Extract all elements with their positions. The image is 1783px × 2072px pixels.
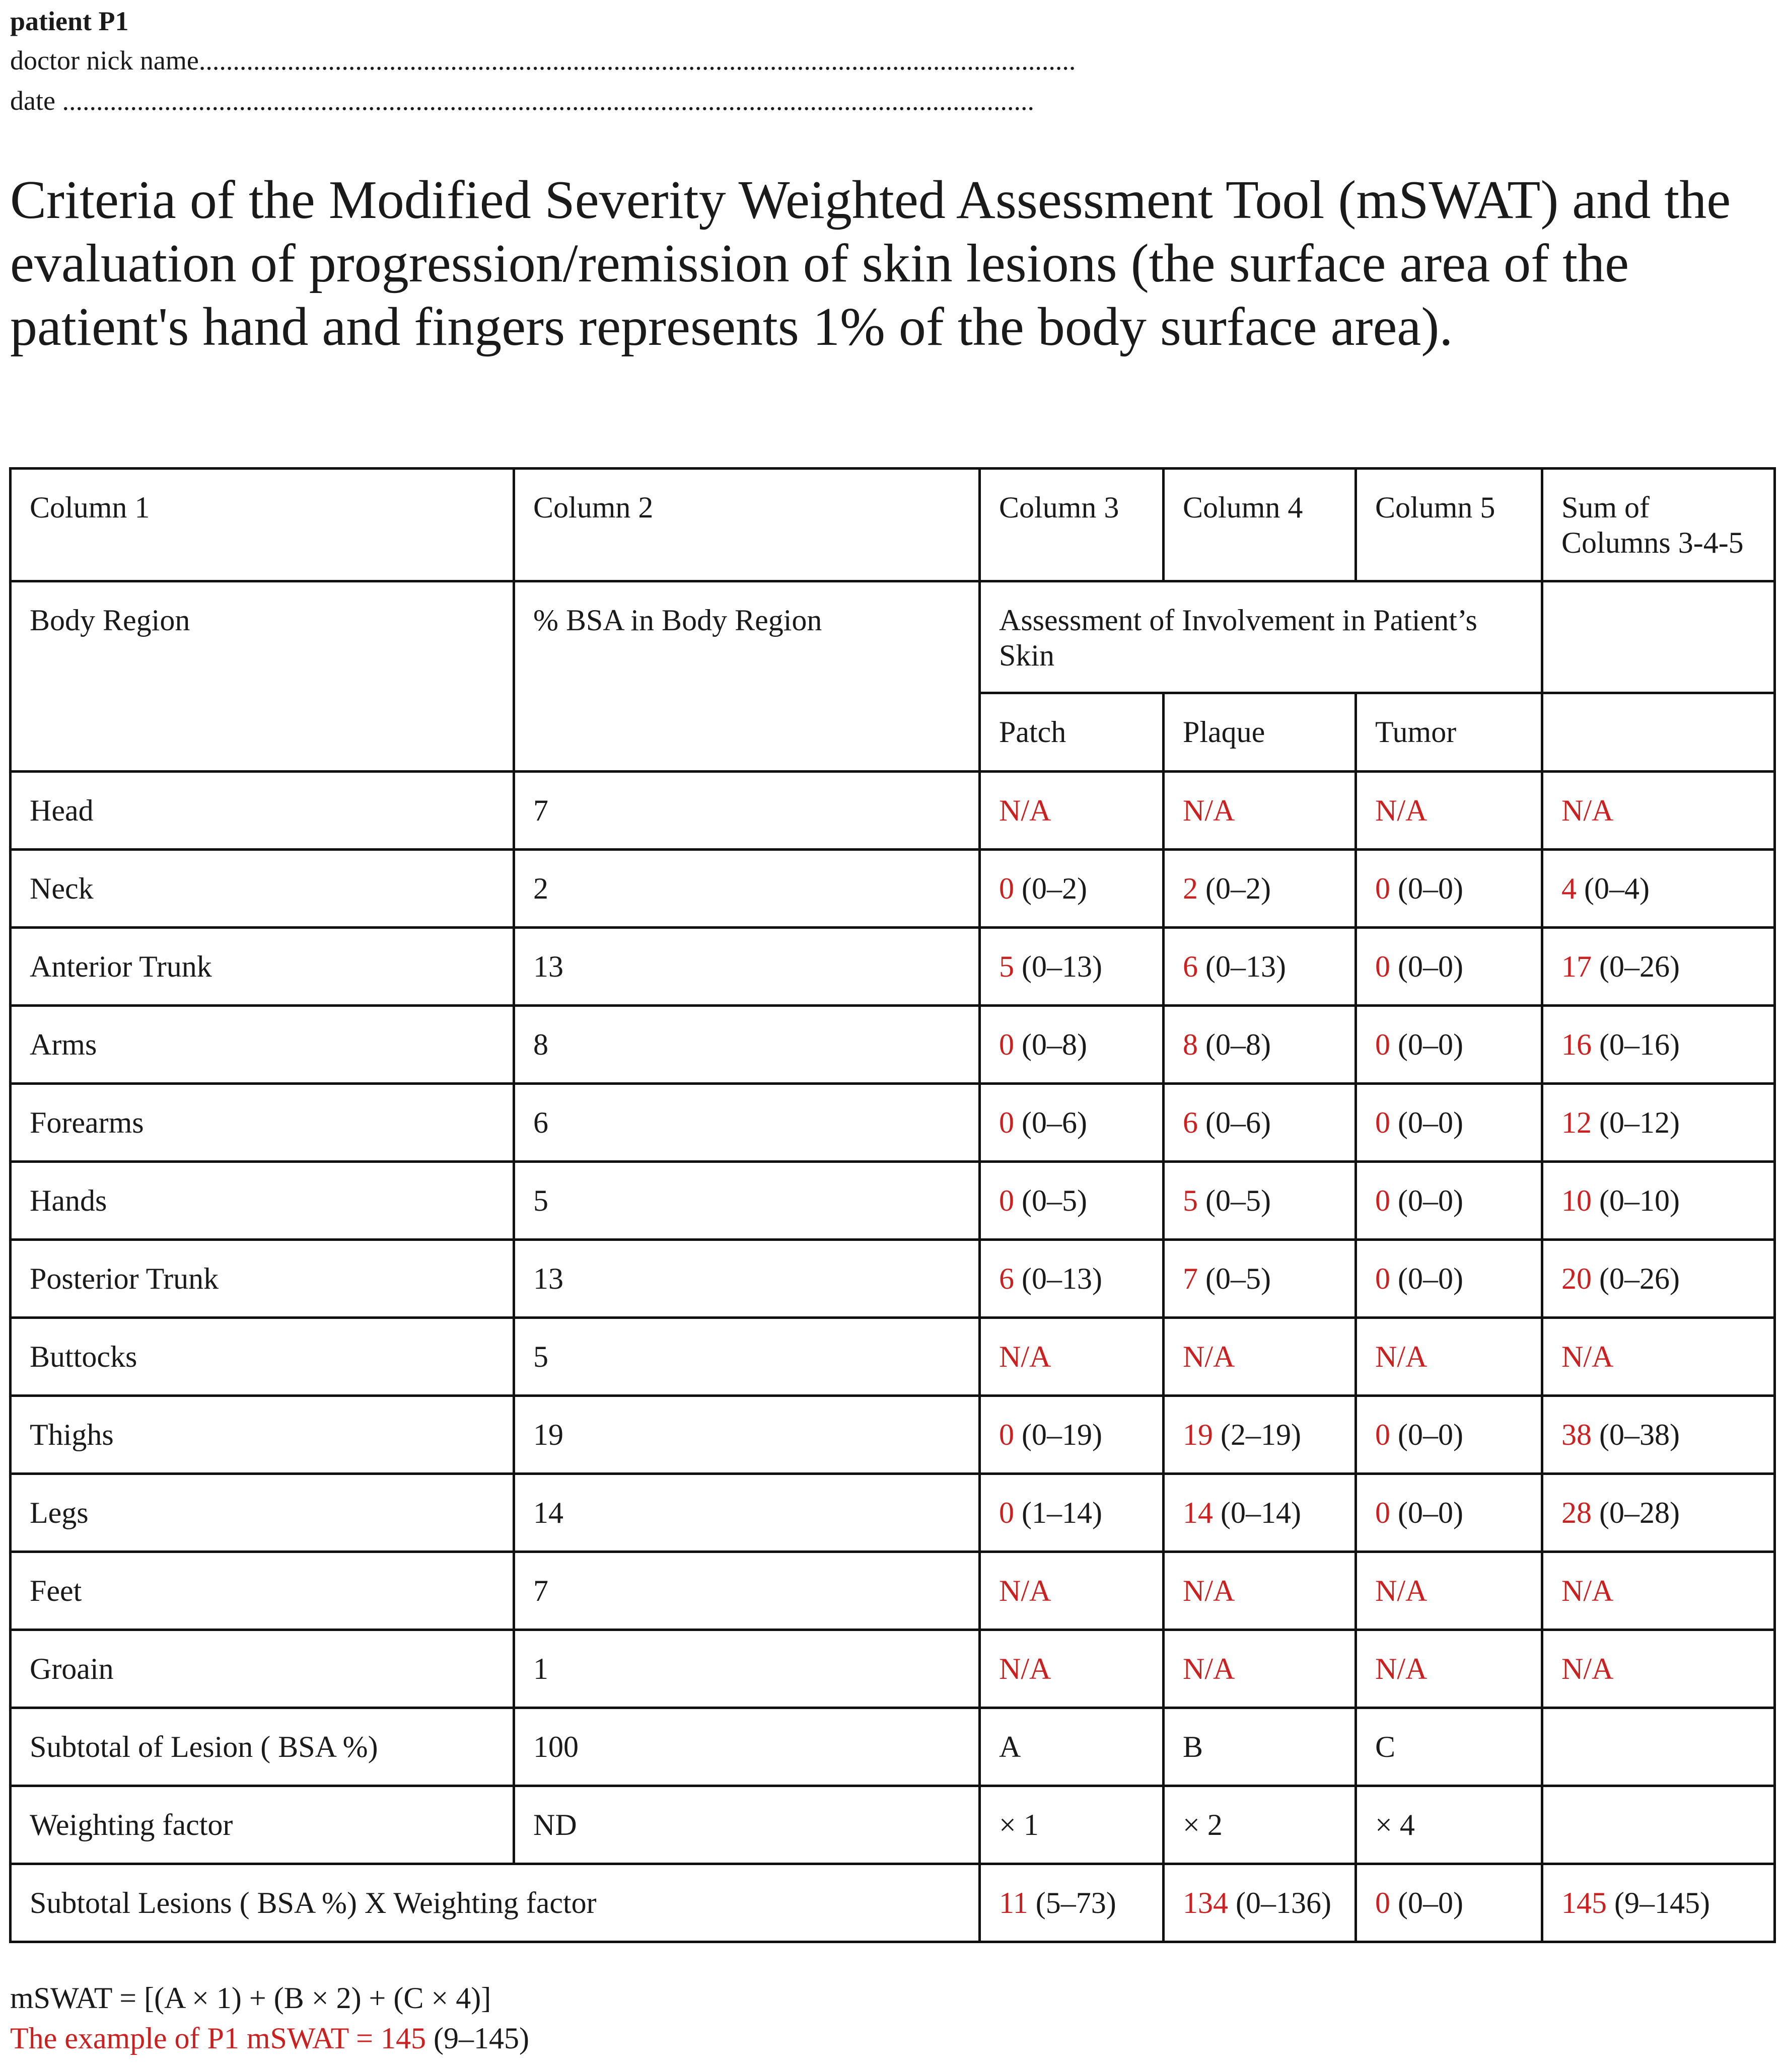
column-3-header: Column 3 [980, 469, 1164, 581]
tumor-cell [1356, 928, 1542, 1006]
body-region-cell: Posterior Trunk [11, 1240, 514, 1318]
patch-cell-range: (0–6) [1014, 1106, 1087, 1139]
subtotal-bsa: 100 [514, 1708, 980, 1786]
tumor-cell [1356, 1318, 1542, 1396]
plaque-cell [1164, 1084, 1356, 1162]
tumor-cell-value: 0 [1375, 1106, 1390, 1139]
mswat-table [9, 467, 1776, 1943]
patch-cell [980, 850, 1164, 928]
tumor-cell-value: 0 [1375, 1418, 1390, 1451]
weighted-patch-cell-range: (5–73) [1028, 1886, 1116, 1919]
weighted-plaque-cell-value: 134 [1183, 1886, 1228, 1919]
table-row [11, 1240, 1775, 1318]
sum-cell-value: 17 [1561, 950, 1592, 983]
sum-cell-value: N/A [1561, 1574, 1614, 1607]
sum-cell-value: N/A [1561, 794, 1614, 827]
weighted-subtotal-row [11, 1864, 1775, 1942]
tumor-cell [1356, 1240, 1542, 1318]
mswat-example [10, 2021, 529, 2056]
sum-cell-range: (0–26) [1592, 1262, 1680, 1295]
plaque-cell-value: 5 [1183, 1184, 1198, 1217]
sum-cell-range: (0–38) [1592, 1418, 1680, 1451]
body-region-cell: Feet [11, 1552, 514, 1630]
plaque-cell [1164, 1006, 1356, 1084]
sum-cell-range: (0–28) [1592, 1496, 1680, 1529]
patch-cell [980, 772, 1164, 850]
plaque-cell [1164, 1630, 1356, 1708]
tumor-cell-value: 0 [1375, 872, 1390, 905]
plaque-cell [1164, 1552, 1356, 1630]
weighted-sum-cell [1542, 1864, 1775, 1942]
tumor-cell [1356, 1474, 1542, 1552]
patch-cell-value: 0 [999, 1028, 1014, 1061]
patch-cell-value: 0 [999, 1418, 1014, 1451]
table-row [11, 1084, 1775, 1162]
tumor-cell-value: N/A [1375, 1574, 1428, 1607]
plaque-cell-range: (2–19) [1213, 1418, 1301, 1451]
tumor-cell-value: 0 [1375, 1496, 1390, 1529]
plaque-cell-value: N/A [1183, 794, 1235, 827]
tumor-cell-value: 0 [1375, 1184, 1390, 1217]
weighted-plaque-cell-range: (0–136) [1228, 1886, 1331, 1919]
tumor-cell [1356, 1396, 1542, 1474]
sum-cell-value: 28 [1561, 1496, 1592, 1529]
empty-cell [1542, 1708, 1775, 1786]
mswat-formula: mSWAT = [(A × 1) + (B × 2) + (C × 4)] [10, 1981, 491, 2015]
tumor-cell [1356, 1006, 1542, 1084]
subtotal-b: B [1164, 1708, 1356, 1786]
body-region-cell: Forearms [11, 1084, 514, 1162]
patch-cell [980, 1630, 1164, 1708]
weighting-c: × 4 [1356, 1786, 1542, 1864]
table-row [11, 1474, 1775, 1552]
sum-cell-value: 38 [1561, 1418, 1592, 1451]
tumor-cell-range: (0–0) [1390, 1028, 1463, 1061]
tumor-cell-range: (0–0) [1390, 1496, 1463, 1529]
patch-cell [980, 1084, 1164, 1162]
bsa-cell: 2 [514, 850, 980, 928]
plaque-cell-value: 8 [1183, 1028, 1198, 1061]
body-region-cell: Legs [11, 1474, 514, 1552]
sum-cell [1542, 772, 1775, 850]
tumor-cell-range: (0–0) [1390, 872, 1463, 905]
sum-cell-value: 20 [1561, 1262, 1592, 1295]
weighting-a: × 1 [980, 1786, 1164, 1864]
patch-cell [980, 1318, 1164, 1396]
patch-header: Patch [980, 693, 1164, 772]
patch-cell-value: N/A [999, 1340, 1051, 1373]
patch-cell-range: (0–13) [1014, 950, 1102, 983]
plaque-cell [1164, 1318, 1356, 1396]
date-field: date ............................................................................................................................................... [10, 86, 1034, 116]
subtotal-row [11, 1708, 1775, 1786]
plaque-cell-range: (0–6) [1198, 1106, 1271, 1139]
patient-label: patient P1 [10, 6, 129, 36]
patch-cell-value: 0 [999, 1496, 1014, 1529]
bsa-cell: 5 [514, 1162, 980, 1240]
patch-cell-value: N/A [999, 1574, 1051, 1607]
tumor-cell [1356, 772, 1542, 850]
column-header-row [11, 469, 1775, 581]
sum-cell-value: 12 [1561, 1106, 1592, 1139]
patch-cell-range: (0–19) [1014, 1418, 1102, 1451]
body-region-cell: Neck [11, 850, 514, 928]
sum-cell [1542, 1552, 1775, 1630]
column-1-header: Column 1 [11, 469, 514, 581]
tumor-cell-range: (0–0) [1390, 1106, 1463, 1139]
body-region-cell: Hands [11, 1162, 514, 1240]
doctor-nick-name-field: doctor nick name................................................................................................................................. [10, 45, 1076, 76]
patch-cell-value: N/A [999, 1652, 1051, 1685]
bsa-cell: 5 [514, 1318, 980, 1396]
table-row [11, 1006, 1775, 1084]
bsa-cell: 7 [514, 772, 980, 850]
plaque-cell-value: 7 [1183, 1262, 1198, 1295]
tumor-cell-range: (0–0) [1390, 950, 1463, 983]
tumor-cell [1356, 850, 1542, 928]
plaque-cell [1164, 1396, 1356, 1474]
tumor-cell-value: 0 [1375, 1028, 1390, 1061]
tumor-cell-range: (0–0) [1390, 1262, 1463, 1295]
bsa-cell: 1 [514, 1630, 980, 1708]
example-label: The example of P1 mSWAT = 145 [10, 2022, 426, 2055]
tumor-cell-value: 0 [1375, 1262, 1390, 1295]
sum-cell [1542, 1006, 1775, 1084]
table-row [11, 772, 1775, 850]
patch-cell-range: (0–5) [1014, 1184, 1087, 1217]
assessment-header: Assessment of Involvement in Patient’s Skin [980, 581, 1542, 693]
patch-cell [980, 1552, 1164, 1630]
category-header-row [11, 581, 1775, 693]
patch-cell-range: (0–2) [1014, 872, 1087, 905]
plaque-cell-value: 6 [1183, 950, 1198, 983]
column-4-header: Column 4 [1164, 469, 1356, 581]
bsa-cell: 13 [514, 1240, 980, 1318]
sum-cell [1542, 1318, 1775, 1396]
plaque-cell-value: 2 [1183, 872, 1198, 905]
empty-cell [1542, 693, 1775, 772]
tumor-cell [1356, 1084, 1542, 1162]
tumor-cell [1356, 1552, 1542, 1630]
patch-cell [980, 1006, 1164, 1084]
plaque-cell [1164, 1474, 1356, 1552]
table-row [11, 1162, 1775, 1240]
sum-cell-range: (0–12) [1592, 1106, 1680, 1139]
plaque-cell-range: (0–8) [1198, 1028, 1271, 1061]
plaque-cell-range: (0–5) [1198, 1184, 1271, 1217]
plaque-header: Plaque [1164, 693, 1356, 772]
patch-cell-value: 0 [999, 872, 1014, 905]
sum-cell [1542, 1162, 1775, 1240]
plaque-cell-value: N/A [1183, 1574, 1235, 1607]
subtotal-label: Subtotal of Lesion ( BSA %) [11, 1708, 514, 1786]
tumor-cell [1356, 1630, 1542, 1708]
weighting-bsa: ND [514, 1786, 980, 1864]
patch-cell [980, 1396, 1164, 1474]
table-row [11, 1396, 1775, 1474]
plaque-cell-value: 6 [1183, 1106, 1198, 1139]
sum-cell [1542, 1474, 1775, 1552]
sum-cell [1542, 1084, 1775, 1162]
bsa-cell: 19 [514, 1396, 980, 1474]
body-region-cell: Arms [11, 1006, 514, 1084]
sum-cell [1542, 1630, 1775, 1708]
patch-cell-value: N/A [999, 794, 1051, 827]
bsa-cell: 8 [514, 1006, 980, 1084]
example-range: (9–145) [425, 2022, 529, 2055]
plaque-cell [1164, 1240, 1356, 1318]
patch-cell-value: 6 [999, 1262, 1014, 1295]
plaque-cell-range: (0–13) [1198, 950, 1286, 983]
sum-column-header: Sum of Columns 3-4-5 [1542, 469, 1775, 581]
weighting-row [11, 1786, 1775, 1864]
subtotal-a: A [980, 1708, 1164, 1786]
empty-cell [1542, 581, 1775, 693]
plaque-cell-value: 19 [1183, 1418, 1213, 1451]
patch-cell-range: (1–14) [1014, 1496, 1102, 1529]
plaque-cell-range: (0–14) [1213, 1496, 1301, 1529]
body-region-cell: Buttocks [11, 1318, 514, 1396]
sum-cell-value: N/A [1561, 1340, 1614, 1373]
weighted-patch-cell-value: 11 [999, 1886, 1028, 1919]
weighted-patch-cell [980, 1864, 1164, 1942]
sum-cell [1542, 1240, 1775, 1318]
bsa-cell: 14 [514, 1474, 980, 1552]
column-5-header: Column 5 [1356, 469, 1542, 581]
sum-cell [1542, 928, 1775, 1006]
tumor-cell-value: N/A [1375, 1652, 1428, 1685]
weighted-tumor-cell-value: 0 [1375, 1886, 1390, 1919]
sum-cell-value: N/A [1561, 1652, 1614, 1685]
column-2-header: Column 2 [514, 469, 980, 581]
weighted-sum-cell-value: 145 [1561, 1886, 1607, 1919]
weighting-label: Weighting factor [11, 1786, 514, 1864]
patch-cell-value: 5 [999, 950, 1014, 983]
patch-cell [980, 1240, 1164, 1318]
weighting-b: × 2 [1164, 1786, 1356, 1864]
patch-cell-value: 0 [999, 1184, 1014, 1217]
body-region-cell: Thighs [11, 1396, 514, 1474]
tumor-cell-value: N/A [1375, 1340, 1428, 1373]
patch-cell [980, 928, 1164, 1006]
bsa-cell: 13 [514, 928, 980, 1006]
sum-cell-range: (0–10) [1592, 1184, 1680, 1217]
plaque-cell [1164, 850, 1356, 928]
table-row [11, 1552, 1775, 1630]
body-region-cell: Groain [11, 1630, 514, 1708]
sum-cell-range: (0–16) [1592, 1028, 1680, 1061]
tumor-cell-value: N/A [1375, 794, 1428, 827]
body-region-header: Body Region [11, 581, 514, 772]
patch-cell-range: (0–13) [1014, 1262, 1102, 1295]
sum-cell-range: (0–26) [1592, 950, 1680, 983]
sum-cell [1542, 1396, 1775, 1474]
plaque-cell-value: N/A [1183, 1652, 1235, 1685]
patch-cell-range: (0–8) [1014, 1028, 1087, 1061]
weighted-plaque-cell [1164, 1864, 1356, 1942]
table-row [11, 928, 1775, 1006]
plaque-cell-range: (0–2) [1198, 872, 1271, 905]
sum-cell-value: 4 [1561, 872, 1577, 905]
plaque-cell-range: (0–5) [1198, 1262, 1271, 1295]
body-region-cell: Anterior Trunk [11, 928, 514, 1006]
bsa-cell: 6 [514, 1084, 980, 1162]
tumor-cell [1356, 1162, 1542, 1240]
page-title: Criteria of the Modified Severity Weighted Assessment Tool (mSWAT) and the evaluation of progression/remission of skin lesions (the surface area of the patient's hand and fingers represents 1% of the body surface area). [10, 170, 1731, 357]
weighted-sum-cell-range: (9–145) [1607, 1886, 1710, 1919]
table-row [11, 1318, 1775, 1396]
sum-cell [1542, 850, 1775, 928]
plaque-cell [1164, 772, 1356, 850]
bsa-header: % BSA in Body Region [514, 581, 980, 772]
tumor-header: Tumor [1356, 693, 1542, 772]
sum-cell-value: 16 [1561, 1028, 1592, 1061]
plaque-cell [1164, 928, 1356, 1006]
table-row [11, 1630, 1775, 1708]
subtotal-c: C [1356, 1708, 1542, 1786]
patch-cell-value: 0 [999, 1106, 1014, 1139]
plaque-cell [1164, 1162, 1356, 1240]
body-region-cell: Head [11, 772, 514, 850]
sum-cell-value: 10 [1561, 1184, 1592, 1217]
sum-cell-range: (0–4) [1577, 872, 1650, 905]
bsa-cell: 7 [514, 1552, 980, 1630]
weighted-tumor-cell [1356, 1864, 1542, 1942]
empty-cell [1542, 1786, 1775, 1864]
plaque-cell-value: N/A [1183, 1340, 1235, 1373]
table-row [11, 850, 1775, 928]
weighted-tumor-cell-range: (0–0) [1390, 1886, 1463, 1919]
tumor-cell-value: 0 [1375, 950, 1390, 983]
tumor-cell-range: (0–0) [1390, 1184, 1463, 1217]
patch-cell [980, 1474, 1164, 1552]
weighted-subtotal-label: Subtotal Lesions ( BSA %) X Weighting factor [11, 1864, 980, 1942]
patch-cell [980, 1162, 1164, 1240]
tumor-cell-range: (0–0) [1390, 1418, 1463, 1451]
plaque-cell-value: 14 [1183, 1496, 1213, 1529]
